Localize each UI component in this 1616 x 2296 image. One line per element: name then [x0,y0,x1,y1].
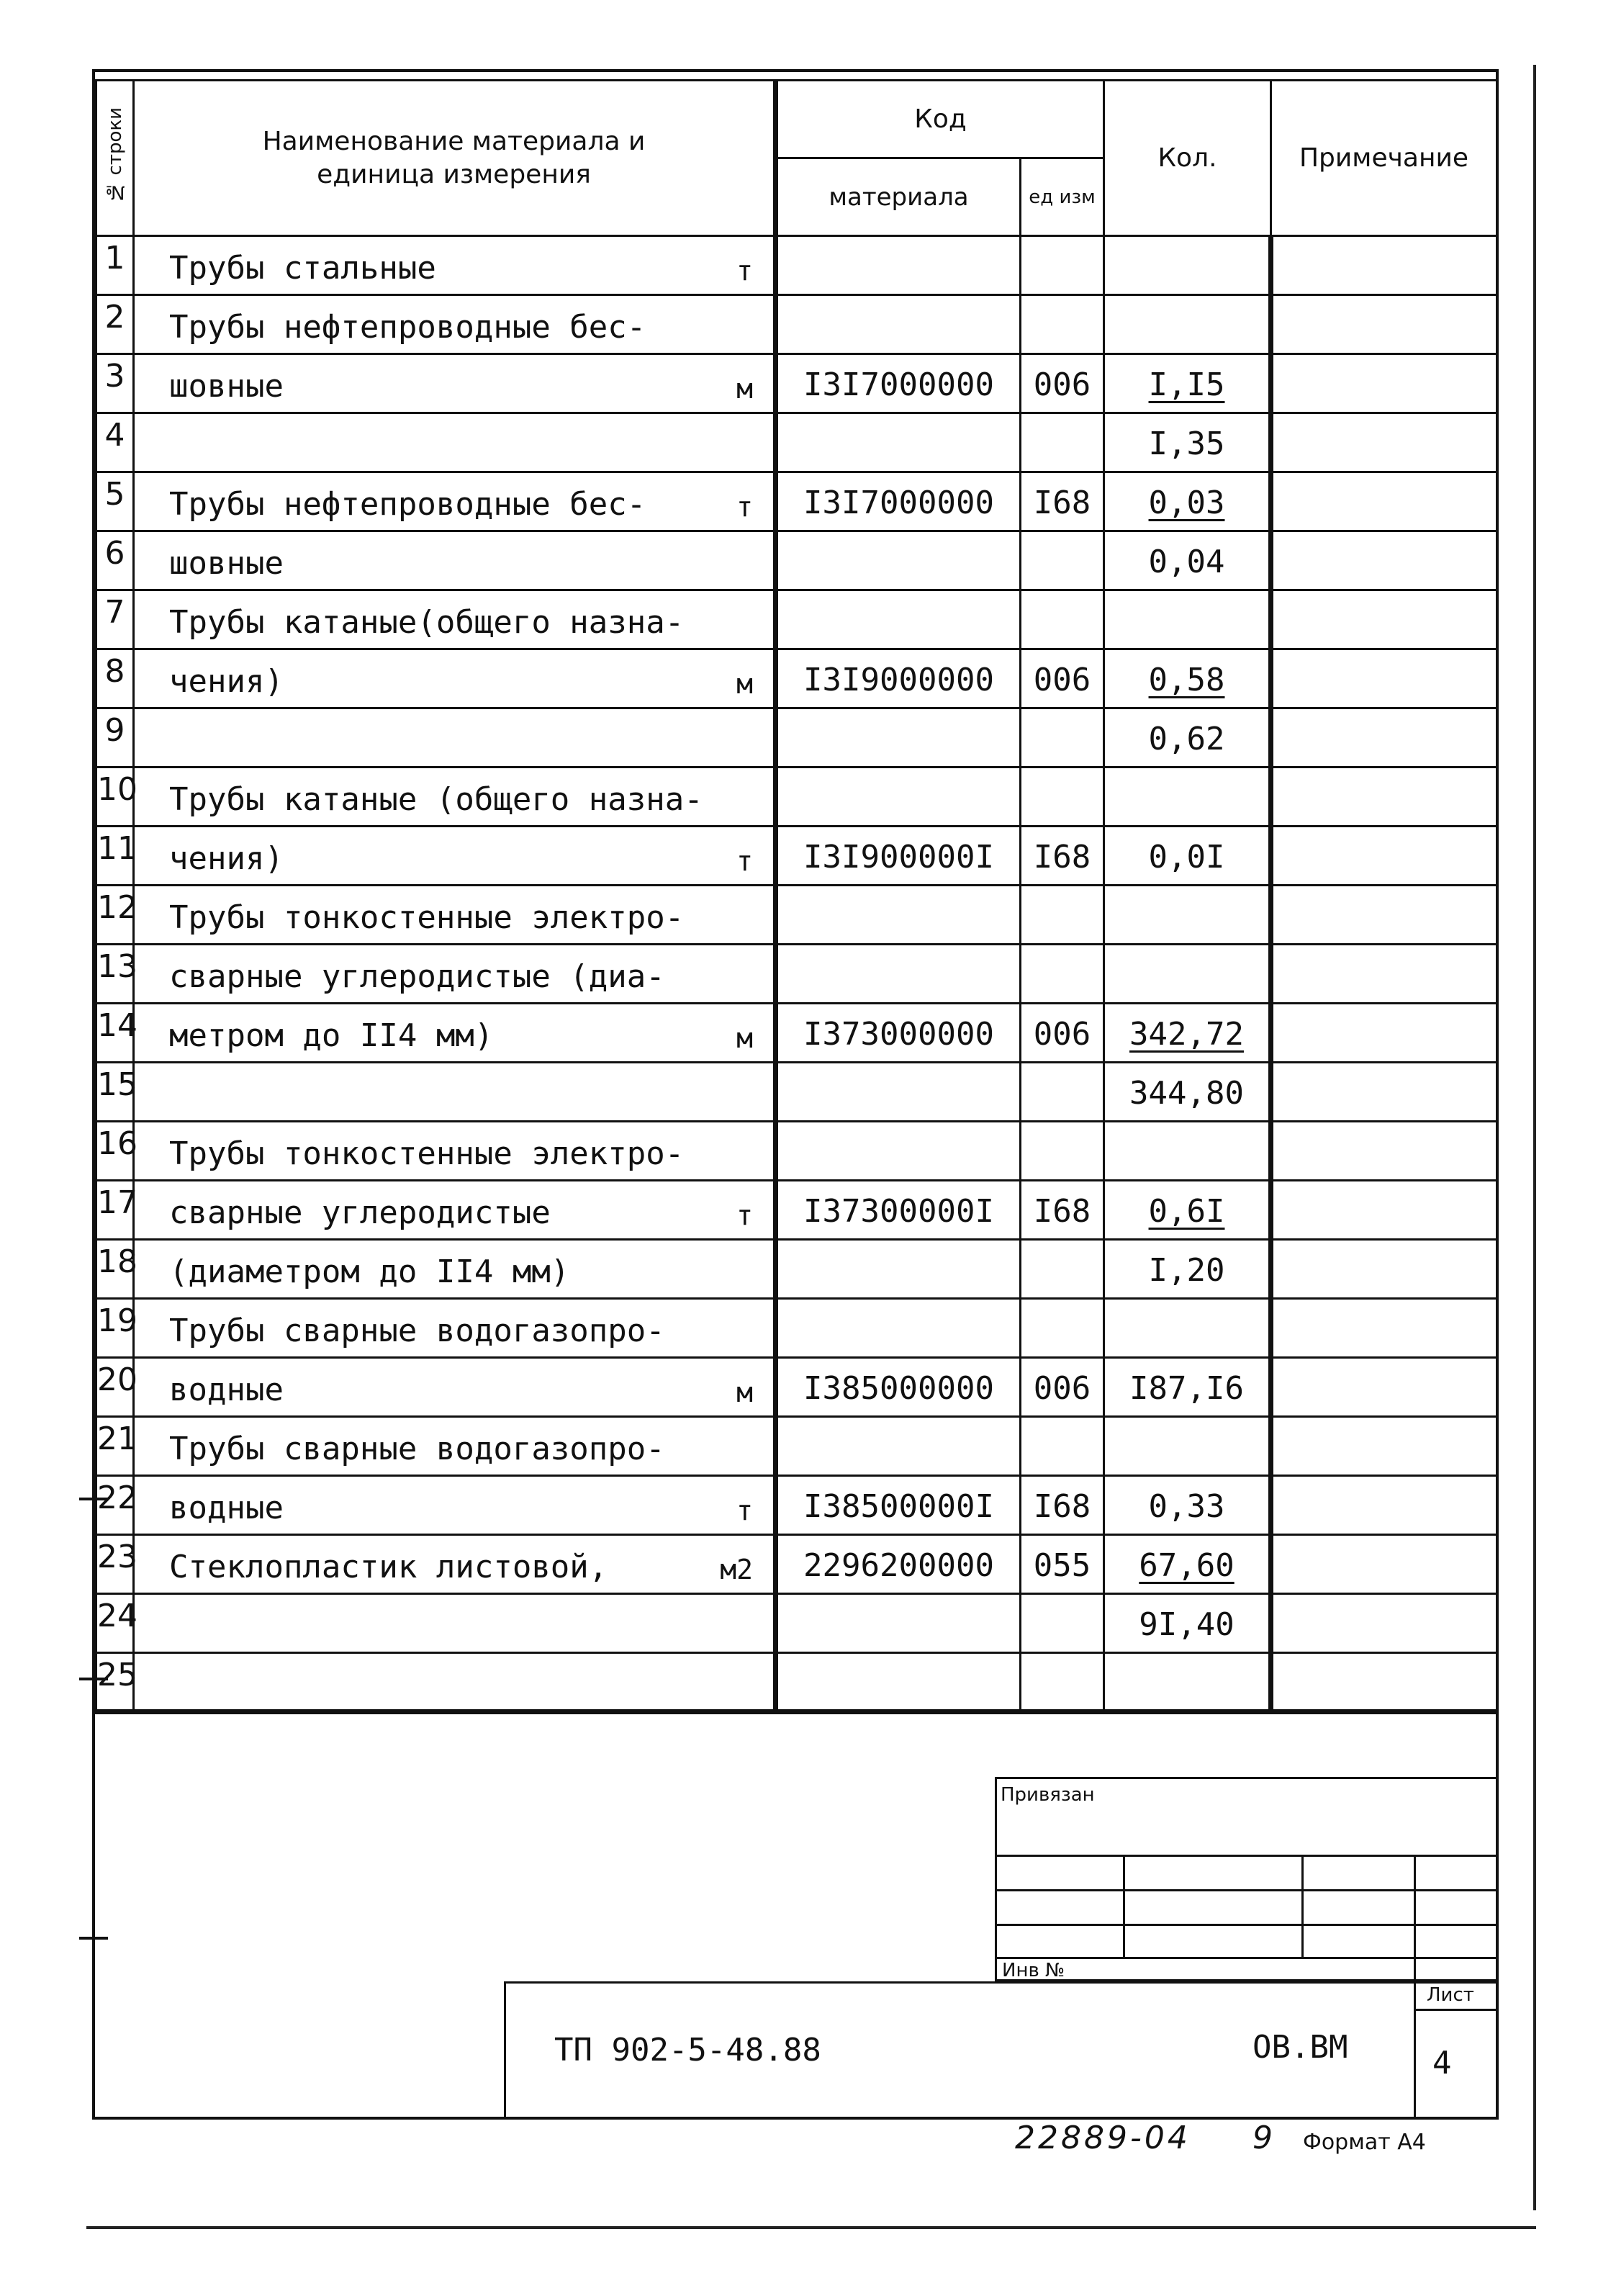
row-number-cell: 21 [96,1417,134,1476]
unit-label: м [736,1022,753,1054]
material-code-cell [776,767,1021,827]
unit-label: т [736,1495,753,1526]
quantity-cell [1104,1417,1271,1476]
material-code-cell: I38500000I [776,1476,1021,1535]
material-name-cell [134,1594,776,1653]
material-name-cell [134,1063,776,1122]
table-row [96,886,1497,945]
quantity-value: 0,33 [1148,1488,1225,1525]
document-code: ТП 902-5-48.88 [554,2032,821,2068]
quantity-cell [1104,1004,1271,1063]
row-number-cell: 20 [96,1358,134,1417]
note-cell [1271,767,1497,827]
sheet-number: 4 [1432,2045,1452,2081]
note-cell [1271,1653,1497,1712]
table-row [96,1653,1497,1712]
table-row [96,708,1497,767]
row-number-cell: 12 [96,886,134,945]
material-name-text: сварные углеродистые [169,1194,551,1231]
table-row [96,1476,1497,1535]
material-code-cell: I373000000 [776,1004,1021,1063]
row-number-cell: 4 [96,413,134,472]
unit-code-cell: I68 [1021,472,1104,531]
document-mark: ОВ.ВМ [1252,2029,1348,2066]
quantity-cell [1104,1653,1271,1712]
quantity-cell [1104,295,1271,354]
unit-code-cell [1021,1417,1104,1476]
note-cell [1271,1122,1497,1181]
privyazan-label: Привязан [1001,1784,1095,1806]
material-code-cell: I37300000I [776,1181,1021,1240]
table-row [96,1594,1497,1653]
code-header: Код [776,81,1104,158]
row-number-cell: 3 [96,354,134,413]
table-row [96,531,1497,590]
unit-label: м [736,1377,753,1408]
note-cell [1271,354,1497,413]
note-header: Примечание [1271,81,1497,236]
note-cell [1271,1594,1497,1653]
margin-tick [79,1937,108,1940]
quantity-cell [1104,1535,1271,1594]
material-code-cell [776,295,1021,354]
material-name-cell [134,945,776,1004]
material-name-cell [134,1240,776,1299]
material-name-text: шовные [169,545,284,582]
table-row [96,295,1497,354]
material-name-text: чения) [169,840,284,877]
material-name-cell [134,354,776,413]
row-number-cell: 11 [96,827,134,886]
material-name-cell [134,649,776,708]
row-number-cell: 17 [96,1181,134,1240]
inventory-number-label: Инв № [1002,1960,1065,1981]
unit-code-cell: I68 [1021,1476,1104,1535]
material-name-cell [134,827,776,886]
unit-label: т [736,1199,753,1231]
row-number-cell: 19 [96,1299,134,1358]
material-code-cell: I385000000 [776,1358,1021,1417]
quantity-value: I,20 [1148,1252,1225,1289]
material-code-cell [776,1653,1021,1712]
note-cell [1271,295,1497,354]
table-row [96,236,1497,295]
title-block-line [1414,2009,1499,2011]
note-cell [1271,1240,1497,1299]
unit-code-cell [1021,708,1104,767]
paper-format: Формат А4 [1303,2130,1426,2155]
row-number-cell: 23 [96,1535,134,1594]
material-name-cell [134,708,776,767]
sheet-label: Лист [1427,1984,1474,2006]
material-code-cell [776,708,1021,767]
material-code-cell: I3I7000000 [776,472,1021,531]
quantity-cell [1104,1122,1271,1181]
material-name-text: Трубы нефтепроводные бес- [169,486,646,523]
quantity-value: I,I5 [1148,366,1225,403]
unit-code-cell: I68 [1021,1181,1104,1240]
table-row [96,472,1497,531]
unit-code-cell [1021,236,1104,295]
quantity-cell [1104,1476,1271,1535]
unit-label: м2 [720,1554,753,1585]
row-number-cell: 7 [96,590,134,649]
row-number-cell: 18 [96,1240,134,1299]
quantity-header: Кол. [1104,81,1271,236]
quantity-value: 344,80 [1129,1075,1244,1112]
material-name-text: метром до II4 мм) [169,1017,494,1054]
material-name-cell [134,1653,776,1712]
material-name-cell [134,1417,776,1476]
material-name-text: шовные [169,368,284,405]
unit-code-cell [1021,1240,1104,1299]
table-row [96,945,1497,1004]
stamp-line [1123,1855,1125,1957]
material-name-cell [134,236,776,295]
quantity-cell [1104,886,1271,945]
material-code-cell [776,590,1021,649]
material-code-cell [776,1122,1021,1181]
table-row [96,1240,1497,1299]
unit-label: т [736,845,753,877]
unit-code-cell [1021,767,1104,827]
outer-border-bottom [86,2226,1536,2229]
note-cell [1271,945,1497,1004]
material-name-cell [134,1535,776,1594]
note-cell [1271,1535,1497,1594]
row-number-cell: 1 [96,236,134,295]
material-name-cell [134,531,776,590]
quantity-cell [1104,472,1271,531]
quantity-value: 9I,40 [1139,1606,1234,1643]
note-cell [1271,1476,1497,1535]
material-name-text: Трубы тонкостенные электро- [169,1135,685,1172]
material-name-cell [134,1299,776,1358]
row-number-header: № строки [96,81,134,236]
table-row [96,354,1497,413]
material-name-cell [134,295,776,354]
row-number-cell: 9 [96,708,134,767]
material-code-cell [776,945,1021,1004]
quantity-value: 0,62 [1148,721,1225,757]
row-number-cell: 2 [96,295,134,354]
unit-code-cell [1021,945,1104,1004]
quantity-value: 0,6I [1148,1193,1225,1230]
material-name-cell [134,472,776,531]
table-row [96,1004,1497,1063]
stamp-line [1301,1855,1304,1957]
row-number-cell: 22 [96,1476,134,1535]
quantity-cell [1104,708,1271,767]
material-name-text: Трубы стальные [169,250,436,287]
name-header: Наименование материала и единица измерения [134,81,776,236]
quantity-value: 0,0I [1148,839,1225,875]
quantity-cell [1104,827,1271,886]
copy-number: 9 [1252,2120,1276,2156]
unit-code-cell [1021,1122,1104,1181]
stamp-line [995,1957,1499,1959]
note-cell [1271,1358,1497,1417]
row-number-cell: 15 [96,1063,134,1122]
material-code-cell [776,1299,1021,1358]
material-name-text: Стеклопластик листовой, [169,1549,608,1585]
row-number-cell: 8 [96,649,134,708]
unit-code-cell: 006 [1021,649,1104,708]
quantity-value: I87,I6 [1129,1370,1244,1407]
material-code-cell [776,413,1021,472]
material-code-header: материала [776,158,1021,236]
row-number-cell: 16 [96,1122,134,1181]
table-row [96,413,1497,472]
note-cell [1271,413,1497,472]
row-number-cell: 24 [96,1594,134,1653]
quantity-cell [1104,590,1271,649]
material-name-cell [134,1122,776,1181]
quantity-cell [1104,531,1271,590]
quantity-cell [1104,1594,1271,1653]
quantity-cell [1104,413,1271,472]
material-code-cell [776,1594,1021,1653]
material-name-text: чения) [169,663,284,700]
material-code-cell [776,1240,1021,1299]
row-number-cell: 14 [96,1004,134,1063]
title-block-line [1414,1981,1416,2120]
note-cell [1271,708,1497,767]
quantity-cell [1104,1299,1271,1358]
quantity-value: 67,60 [1139,1547,1234,1584]
stamp-line [1414,1855,1416,1981]
material-name-cell [134,1181,776,1240]
note-cell [1271,236,1497,295]
unit-code-cell [1021,1653,1104,1712]
unit-code-cell: I68 [1021,827,1104,886]
quantity-value: 342,72 [1129,1016,1244,1053]
unit-label: т [736,255,753,287]
table-row [96,1535,1497,1594]
quantity-cell [1104,649,1271,708]
material-code-cell: I3I9000000 [776,649,1021,708]
table-row [96,1063,1497,1122]
unit-code-cell: 006 [1021,1358,1104,1417]
material-name-text: Трубы сварные водогазопро- [169,1431,665,1467]
note-cell [1271,590,1497,649]
quantity-cell [1104,767,1271,827]
quantity-cell [1104,236,1271,295]
material-name-cell [134,1476,776,1535]
material-code-cell [776,886,1021,945]
quantity-cell [1104,354,1271,413]
material-name-text: Трубы нефтепроводные бес- [169,309,646,346]
material-name-cell [134,1004,776,1063]
row-number-cell: 10 [96,767,134,827]
stamp-line [995,1889,1499,1891]
row-number-cell: 25 [96,1653,134,1712]
material-code-cell [776,531,1021,590]
material-code-cell [776,236,1021,295]
stamp-line [995,1924,1499,1926]
materials-table [95,79,1498,1714]
quantity-cell [1104,1181,1271,1240]
table-row [96,1181,1497,1240]
unit-code-cell: 006 [1021,1004,1104,1063]
material-name-text: водные [169,1372,284,1408]
unit-code-cell [1021,413,1104,472]
material-name-text: Трубы катаные (общего назна- [169,781,703,818]
material-name-text: Трубы тонкостенные электро- [169,899,685,936]
unit-label: м [736,373,753,405]
table-row [96,649,1497,708]
unit-code-cell [1021,531,1104,590]
material-code-cell [776,1417,1021,1476]
row-number-cell: 5 [96,472,134,531]
unit-code-header: ед изм [1021,158,1104,236]
unit-code-cell: 055 [1021,1535,1104,1594]
material-name-text: Трубы сварные водогазопро- [169,1313,665,1349]
material-name-text: сварные углеродистые (диа- [169,958,665,995]
note-cell [1271,827,1497,886]
material-code-cell [776,1063,1021,1122]
note-cell [1271,1063,1497,1122]
note-cell [1271,472,1497,531]
note-cell [1271,649,1497,708]
material-name-cell [134,1358,776,1417]
table-row [96,1417,1497,1476]
unit-code-cell: 006 [1021,354,1104,413]
binding-stamp [995,1777,1499,1981]
note-cell [1271,1181,1497,1240]
material-name-text: (диаметром до II4 мм) [169,1253,570,1290]
table-row [96,1358,1497,1417]
unit-label: м [736,668,753,700]
material-name-cell [134,590,776,649]
table-row [96,1299,1497,1358]
row-number-cell: 6 [96,531,134,590]
material-name-cell [134,413,776,472]
quantity-value: 0,03 [1148,485,1225,521]
quantity-cell [1104,1358,1271,1417]
outer-border-right [1533,65,1536,2210]
note-cell [1271,886,1497,945]
quantity-cell [1104,1240,1271,1299]
unit-code-cell [1021,590,1104,649]
quantity-cell [1104,1063,1271,1122]
unit-label: т [736,491,753,523]
material-name-cell [134,886,776,945]
note-cell [1271,1299,1497,1358]
material-code-cell: I3I7000000 [776,354,1021,413]
quantity-value: 0,04 [1148,544,1225,580]
material-name-text: Трубы катаные(общего назна- [169,604,685,641]
note-cell [1271,1004,1497,1063]
material-code-cell: I3I900000I [776,827,1021,886]
stamp-line [995,1855,1499,1857]
table-row [96,767,1497,827]
quantity-cell [1104,945,1271,1004]
unit-code-cell [1021,886,1104,945]
quantity-value: 0,58 [1148,662,1225,698]
unit-code-cell [1021,1299,1104,1358]
table-row [96,827,1497,886]
unit-code-cell [1021,1594,1104,1653]
table-row [96,590,1497,649]
table-row [96,1122,1497,1181]
material-name-text: водные [169,1490,284,1526]
unit-code-cell [1021,295,1104,354]
note-cell [1271,531,1497,590]
row-number-cell: 13 [96,945,134,1004]
note-cell [1271,1417,1497,1476]
unit-code-cell [1021,1063,1104,1122]
archive-number: 22889-04 [1015,2120,1191,2156]
material-name-cell [134,767,776,827]
material-code-cell: 2296200000 [776,1535,1021,1594]
quantity-value: I,35 [1148,426,1225,462]
